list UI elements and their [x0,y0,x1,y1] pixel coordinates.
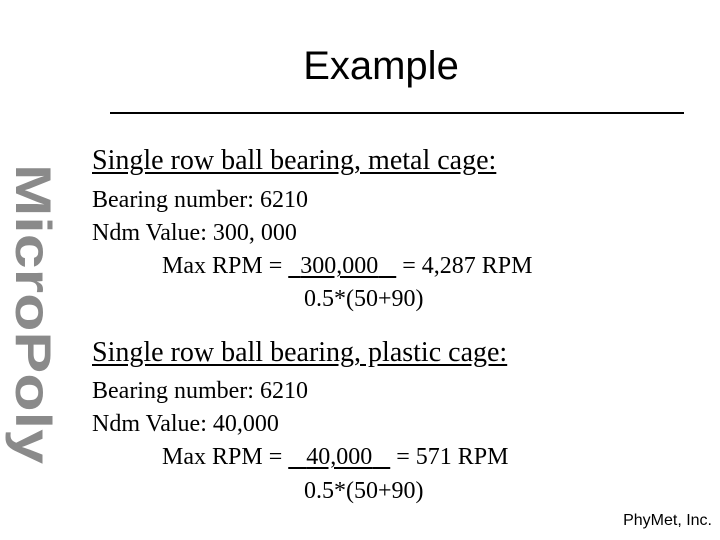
slide-title: Example [303,44,459,88]
section-1-formula [162,251,532,281]
section-1-denominator: 0.5*(50+90) [304,286,424,312]
section-1-bearing-number: Bearing number: 6210 [92,187,308,213]
logo-text: MicroPoly [5,164,61,403]
section-2-heading: Single row ball bearing, plastic cage: [92,337,508,368]
section-2-formula-prefix: Max RPM = [162,444,289,470]
section-2-result: = 571 RPM [390,444,509,470]
section-1-result: = 4,287 RPM [396,253,533,279]
section-1-numerator: 300,000 [300,253,379,279]
section-2-ndm-value: Ndm Value: 40,000 [92,411,279,437]
company-footer: PhyMet, Inc. [623,512,712,529]
section-2-numerator: 40,000 [306,444,373,470]
section-2-bearing-number: Bearing number: 6210 [92,378,308,404]
section-1-heading: Single row ball bearing, metal cage: [92,145,497,176]
section-2-denominator: 0.5*(50+90) [304,478,424,504]
title-divider [110,112,684,114]
section-1-ndm-value: Ndm Value: 300, 000 [92,220,297,246]
section-2-formula [162,442,508,472]
section-1-formula-prefix: Max RPM = [162,253,289,279]
micropoly-logo [2,160,64,470]
